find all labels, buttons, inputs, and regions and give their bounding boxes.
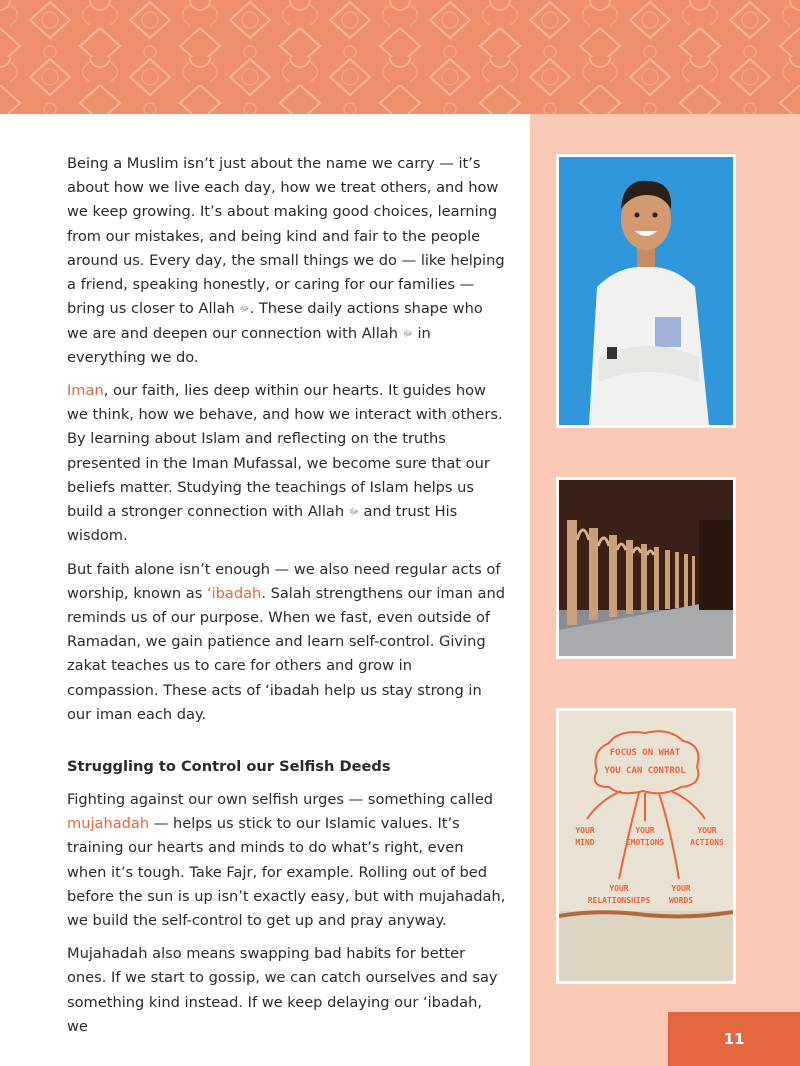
sign-item-actions-line2: ACTIONS — [690, 838, 724, 847]
paragraph-mujahadah: Fighting against our own selfish urges — something called mujahadah — helps us stick to our Islamic values. It’s training our hearts and minds to do what’s right, even when it’s tough. Take Fajr, for example. Rolling out of bed before the sun is up isn’t exactly easy, but with mujahadah, we build the self-control to get up and pray anyway. — [67, 791, 506, 930]
term-ibadah: ‘ibadah — [206, 584, 262, 602]
section-heading: Struggling to Control our Selfish Deeds — [67, 758, 391, 775]
honorific-glyph: ﷻ — [348, 507, 359, 518]
decorative-banner — [0, 0, 800, 114]
sign-item-mind-line1: YOUR — [575, 826, 595, 835]
sign-item-mind-line2: MIND — [575, 838, 595, 847]
paragraph-intro: Being a Muslim isn’t just about the name we carry — it’s about how we live each day, how we treat others, and how we keep growing. It’s about making good choices, learning from our mistakes, and being kind and fair to the people around us. Every day, the small things we do — like helping a friend, speaking honestly, or caring for our families — bring us closer to Allah ﷻ. These daily actions shape who we are and deepen our connection with Allah ﷻ in everything we do. — [67, 155, 505, 366]
paragraph-iman: Iman, our faith, lies deep within our hearts. It guides how we think, how we behave, and how we interact with others. By learning about Islam and reflecting on the truths presented in the Iman Mufassal, we become sure that our beliefs matter. Studying the teachings of Islam helps us build a stronger connection with Allah ﷻ and trust His wisdom. — [67, 382, 503, 545]
sign-item-relationships-line1: YOUR — [609, 884, 629, 893]
sign-item-words-line1: YOUR — [671, 884, 691, 893]
term-mujahadah: mujahadah — [67, 815, 150, 833]
sign-illustration — [559, 711, 733, 981]
page-number: 11 — [668, 1012, 800, 1066]
student-illustration — [559, 157, 733, 425]
paragraph-ibadah: But faith alone isn’t enough — we also need regular acts of worship, known as ‘ibadah. Salah strengthens our iman and reminds us of our purpose. When we fast, even outside of Ramadan, we gain patience and learn self-control. Giving zakat teaches us to care for others and grow in compassion. These acts of ‘ibadah help us stay strong in our iman each day. — [67, 560, 505, 723]
sign-item-relationships-line2: RELATIONSHIPS — [587, 896, 651, 905]
sign-item-words-line2: WORDS — [668, 896, 694, 905]
student-photo — [556, 154, 736, 428]
sign-item-emotions-line1: YOUR — [635, 826, 655, 835]
sign-item-emotions-line2: EMOTIONS — [625, 838, 665, 847]
arabesque-pattern — [0, 0, 800, 114]
honorific-glyph: ﷻ — [239, 304, 250, 315]
term-iman: Iman — [67, 382, 104, 400]
arcade-photo — [556, 477, 736, 659]
paragraph-habits: Mujahadah also means swapping bad habits for better ones. If we start to gossip, we can catch ourselves and say something kind instead. If we keep delaying our ‘ibadah, we — [67, 945, 498, 1035]
sign-title-line2: YOU CAN CONTROL — [604, 766, 686, 776]
focus-control-sign — [556, 708, 736, 984]
main-text-column — [67, 152, 507, 1048]
honorific-glyph: ﷻ — [402, 328, 413, 339]
arcade-illustration — [559, 480, 733, 656]
sign-title-line1: FOCUS ON WHAT — [609, 748, 681, 758]
sign-item-actions-line1: YOUR — [697, 826, 717, 835]
